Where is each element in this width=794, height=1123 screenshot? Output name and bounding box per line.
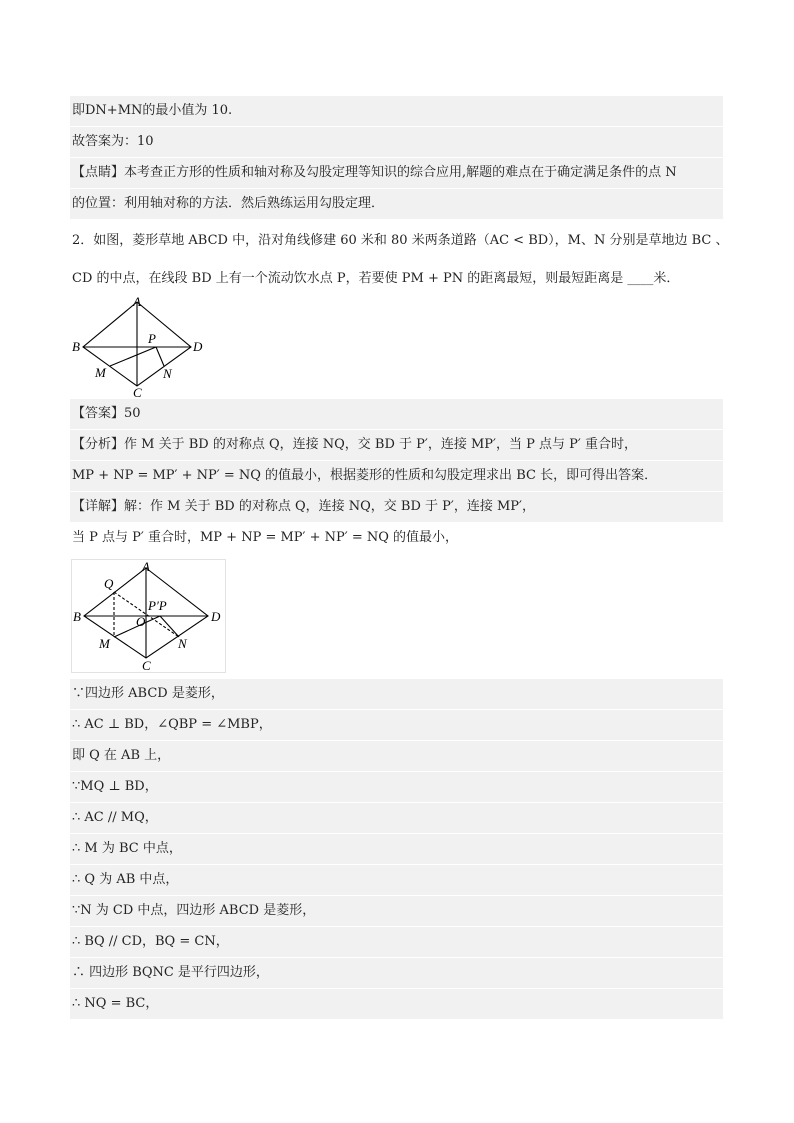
text-line: 的位置：利用轴对称的方法．然后熟练运用勾股定理．	[70, 189, 723, 219]
label-q: Q	[104, 576, 114, 591]
label-c: C	[142, 658, 151, 672]
label-m: M	[95, 365, 106, 380]
segment-pm	[110, 347, 156, 366]
label-m: M	[99, 636, 110, 651]
figure-2-box	[71, 559, 226, 673]
text-line: ∴ Q 为 AB 中点，	[70, 865, 723, 895]
text-line: ∵四边形 ABCD 是菱形，	[70, 679, 723, 709]
text-line: 即DN+MN的最小值为 10.	[70, 96, 723, 126]
rhombus-figure-2	[72, 560, 225, 672]
label-p: P	[148, 331, 156, 346]
text-line: MP + NP = MP′ + NP′ = NQ 的值最小，根据菱形的性质和勾股定理求出 BC 长，即可得出答案．	[70, 461, 723, 491]
label-a: A	[133, 294, 141, 309]
text-line: ∵MQ ⊥ BD，	[70, 772, 723, 802]
label-d: D	[193, 339, 203, 354]
text-line: ∴ BQ // CD，BQ = CN，	[70, 927, 723, 957]
text-line: 【点睛】本考查正方形的性质和轴对称及勾股定理等知识的综合应用,解题的难点在于确定满足条件的点 N	[70, 158, 723, 188]
text-line: 当 P 点与 P′ 重合时，MP + NP = MP′ + NP′ = NQ 的值最小，	[70, 523, 723, 553]
label-b: B	[73, 609, 81, 624]
text-line: 故答案为：10	[70, 127, 723, 157]
label-pp: P′P	[148, 598, 167, 613]
text-line: 【详解】解：作 M 关于 BD 的对称点 Q，连接 NQ，交 BD 于 P′，连接 MP′，	[70, 492, 723, 522]
text-line: 即 Q 在 AB 上，	[70, 741, 723, 771]
label-n: N	[178, 636, 187, 651]
text-line: ∴ AC ⊥ BD，∠QBP = ∠MBP，	[70, 710, 723, 740]
text-line: 【分析】作 M 关于 BD 的对称点 Q，连接 NQ，交 BD 于 P′，连接 MP′，当 P 点与 P′ 重合时，	[70, 430, 723, 460]
text-line: ∵N 为 CD 中点，四边形 ABCD 是菱形，	[70, 896, 723, 926]
text-line: ∴ NQ = BC，	[70, 989, 723, 1019]
segment-pn	[160, 616, 179, 637]
segment-pn	[156, 347, 164, 366]
label-c: C	[133, 385, 142, 398]
text-line: ∴ 四边形 BQNC 是平行四边形，	[70, 958, 723, 988]
label-d: D	[211, 609, 221, 624]
text-line: 2．如图，菱形草地 ABCD 中，沿对角线修建 60 米和 80 米两条道路（AC < BD），M、N 分别是草地边 BC 、	[70, 226, 723, 256]
label-a: A	[142, 560, 150, 574]
label-o: O	[136, 614, 146, 629]
text-line: ∴ M 为 BC 中点，	[70, 834, 723, 864]
rhombus-figure-1	[70, 292, 220, 398]
label-b: B	[72, 339, 80, 354]
text-line: 【答案】50	[70, 399, 723, 429]
text-line: CD 的中点，在线段 BD 上有一个流动饮水点 P，若要使 PM + PN 的距离最短，则最短距离是 ____米．	[70, 264, 723, 294]
text-line: ∴ AC // MQ，	[70, 803, 723, 833]
label-n: N	[163, 366, 172, 381]
